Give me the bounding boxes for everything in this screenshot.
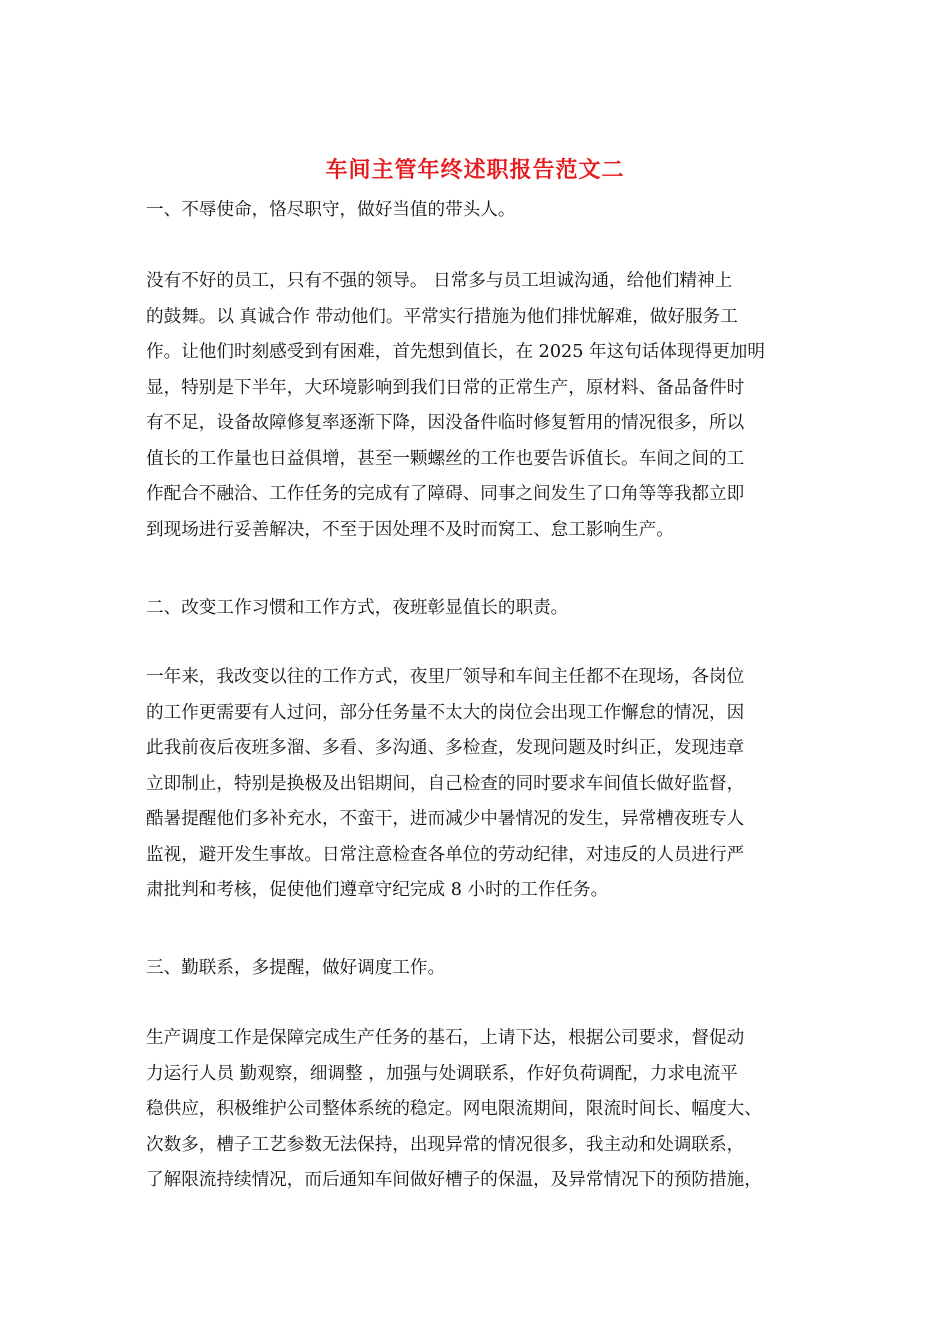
paragraph-3 <box>146 1021 810 1199</box>
paragraph-line: 肃批判和考核，促使他们遵章守纪完成 8 小时的工作任务。 <box>146 880 609 900</box>
paragraph-1 <box>146 264 810 548</box>
paragraph-line: 作。让他们时刻感受到有困难，首先想到值长，在 2025 年这句话体现得更加明 <box>146 342 765 362</box>
paragraph-line: 有不足，设备故障修复率逐渐下降，因没备件临时修复暂用的情况很多，所以 <box>146 413 745 433</box>
paragraph-line: 值长的工作量也日益俱增，甚至一颗螺丝的工作也要告诉值长。车间之间的工 <box>146 448 745 469</box>
paragraph-line: 的工作更需要有人过问，部分任务量不太大的岗位会出现工作懈怠的情况，因 <box>146 702 745 723</box>
paragraph-line: 稳供应，积极维护公司整体系统的稳定。网电限流期间，限流时间长、幅度大、 <box>146 1099 762 1119</box>
heading-line: 一、不辱使命，恪尽职守，做好当值的带头人。 <box>146 200 516 220</box>
paragraph-line: 力运行人员 勤观察，细调整 ，加强与处调联系，作好负荷调配，力求电流平 <box>146 1063 738 1084</box>
section-heading-1 <box>146 193 810 229</box>
paragraph-line: 的鼓舞。以 真诚合作 带动他们。平常实行措施为他们排忧解难，做好服务工 <box>146 306 738 327</box>
document-title: 车间主管年终述职报告范文二 <box>325 157 625 183</box>
section-heading-2 <box>146 591 810 627</box>
paragraph-line: 了解限流持续情况，而后通知车间做好槽子的保温，及异常情况下的预防措施， <box>146 1170 762 1190</box>
paragraph-line: 作配合不融洽、工作任务的完成有了障碍、同事之间发生了口角等等我都立即 <box>146 484 745 504</box>
paragraph-line: 酷暑提醒他们多补充水，不蛮干，进而减少中暑情况的发生，异常槽夜班专人 <box>146 809 745 829</box>
paragraph-line: 立即制止，特别是换极及出铝期间，自己检查的同时要求车间值长做好监督， <box>146 773 745 794</box>
paragraph-line: 此我前夜后夜班多溜、多看、多沟通、多检查，发现问题及时纠正，发现违章 <box>146 738 745 758</box>
section-heading-3 <box>146 951 810 987</box>
paragraph-line: 生产调度工作是保障完成生产任务的基石，上请下达，根据公司要求，督促动 <box>146 1028 745 1048</box>
heading-line: 三、勤联系，多提醒，做好调度工作。 <box>146 958 446 978</box>
paragraph-line: 一年来，我改变以往的工作方式，夜里厂领导和车间主任都不在现场，各岗位 <box>146 667 745 687</box>
paragraph-line: 监视，避开发生事故。日常注意检查各单位的劳动纪律，对违反的人员进行严 <box>146 844 745 865</box>
paragraph-line: 到现场进行妥善解决，不至于因处理不及时而窝工、怠工影响生产。 <box>146 519 674 540</box>
heading-line: 二、改变工作习惯和工作方式，夜班彰显值长的职责。 <box>146 598 569 618</box>
paragraph-line: 没有不好的员工，只有不强的领导。 日常多与员工坦诚沟通，给他们精神上 <box>146 271 733 291</box>
paragraph-2 <box>146 660 810 909</box>
paragraph-line: 显，特别是下半年，大环境影响到我们日常的正常生产，原材料、备品备件时 <box>146 377 745 398</box>
paragraph-line: 次数多，槽子工艺参数无法保持，出现异常的情况很多，我主动和处调联系， <box>146 1134 745 1155</box>
